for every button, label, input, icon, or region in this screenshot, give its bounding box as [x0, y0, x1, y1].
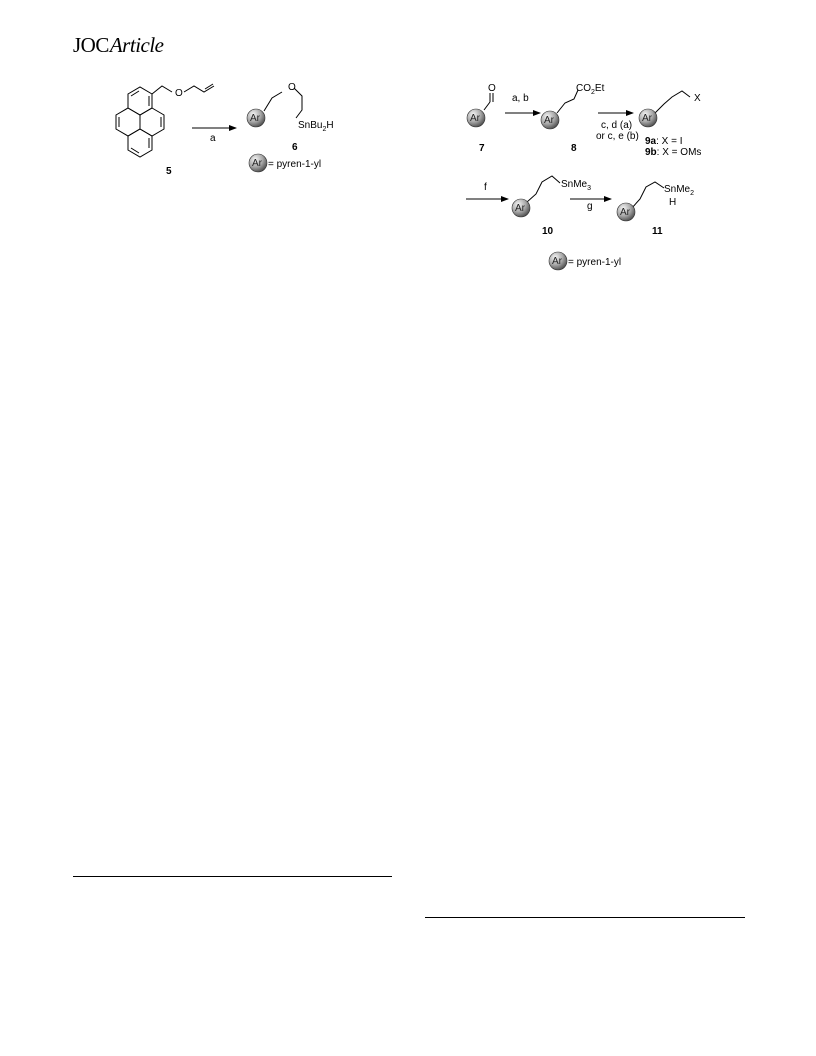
reagent-label-cd: c, d (a): [601, 120, 633, 131]
allyl-chain: [184, 86, 214, 92]
pyrene-structure: [116, 87, 164, 157]
ar-label: Ar: [250, 113, 260, 124]
oxygen-atom: O: [175, 88, 183, 99]
footnote-divider: [425, 917, 745, 918]
snme3-group: SnMe$_3$: [561, 179, 592, 192]
ar-label: Ar: [544, 115, 554, 126]
section-name: Article: [109, 33, 164, 57]
variant-9a: 9a: X = I: [645, 136, 683, 147]
legend-ar-label: Ar: [552, 256, 562, 267]
compound-number-5: 5: [166, 166, 172, 177]
ar-label: Ar: [642, 113, 652, 124]
ch2-bond: [152, 86, 172, 94]
reagent-label-a: a: [210, 133, 216, 144]
oxygen-atom: O: [288, 82, 296, 93]
variant-9b: 9b: X = OMs: [645, 147, 702, 158]
footnote-divider: [73, 876, 392, 877]
scheme-1: [116, 84, 302, 157]
tin-group: SnBu$_2$H: [298, 120, 334, 133]
legend-text: = pyren-1-yl: [568, 257, 622, 268]
compound-number-11: 11: [652, 226, 663, 237]
tin-hydride-h: H: [669, 197, 677, 208]
ar-label: Ar: [620, 207, 630, 218]
compound-number-6: 6: [292, 142, 298, 153]
legend-ar-label: Ar: [252, 158, 262, 169]
leaving-group-x: X: [694, 93, 701, 104]
legend-text: = pyren-1-yl: [268, 159, 322, 170]
compound-number-7: 7: [479, 143, 485, 154]
compound-number-10: 10: [542, 226, 554, 237]
product-chain-1: [264, 92, 282, 111]
reagent-label-ce: or c, e (b): [596, 131, 639, 142]
aldehyde-oxygen: O: [488, 83, 496, 94]
reagent-label-ab: a, b: [512, 93, 529, 104]
reagent-label-g: g: [587, 201, 593, 212]
ar-label: Ar: [515, 203, 525, 214]
compound-number-8: 8: [571, 143, 577, 154]
reagent-label-f: f: [484, 182, 487, 193]
journal-name: JOC: [73, 33, 109, 57]
snme2-group: SnMe$_2$: [664, 184, 695, 197]
ester-group: $CO_2Et$: [576, 83, 605, 96]
ar-label: Ar: [470, 113, 480, 124]
